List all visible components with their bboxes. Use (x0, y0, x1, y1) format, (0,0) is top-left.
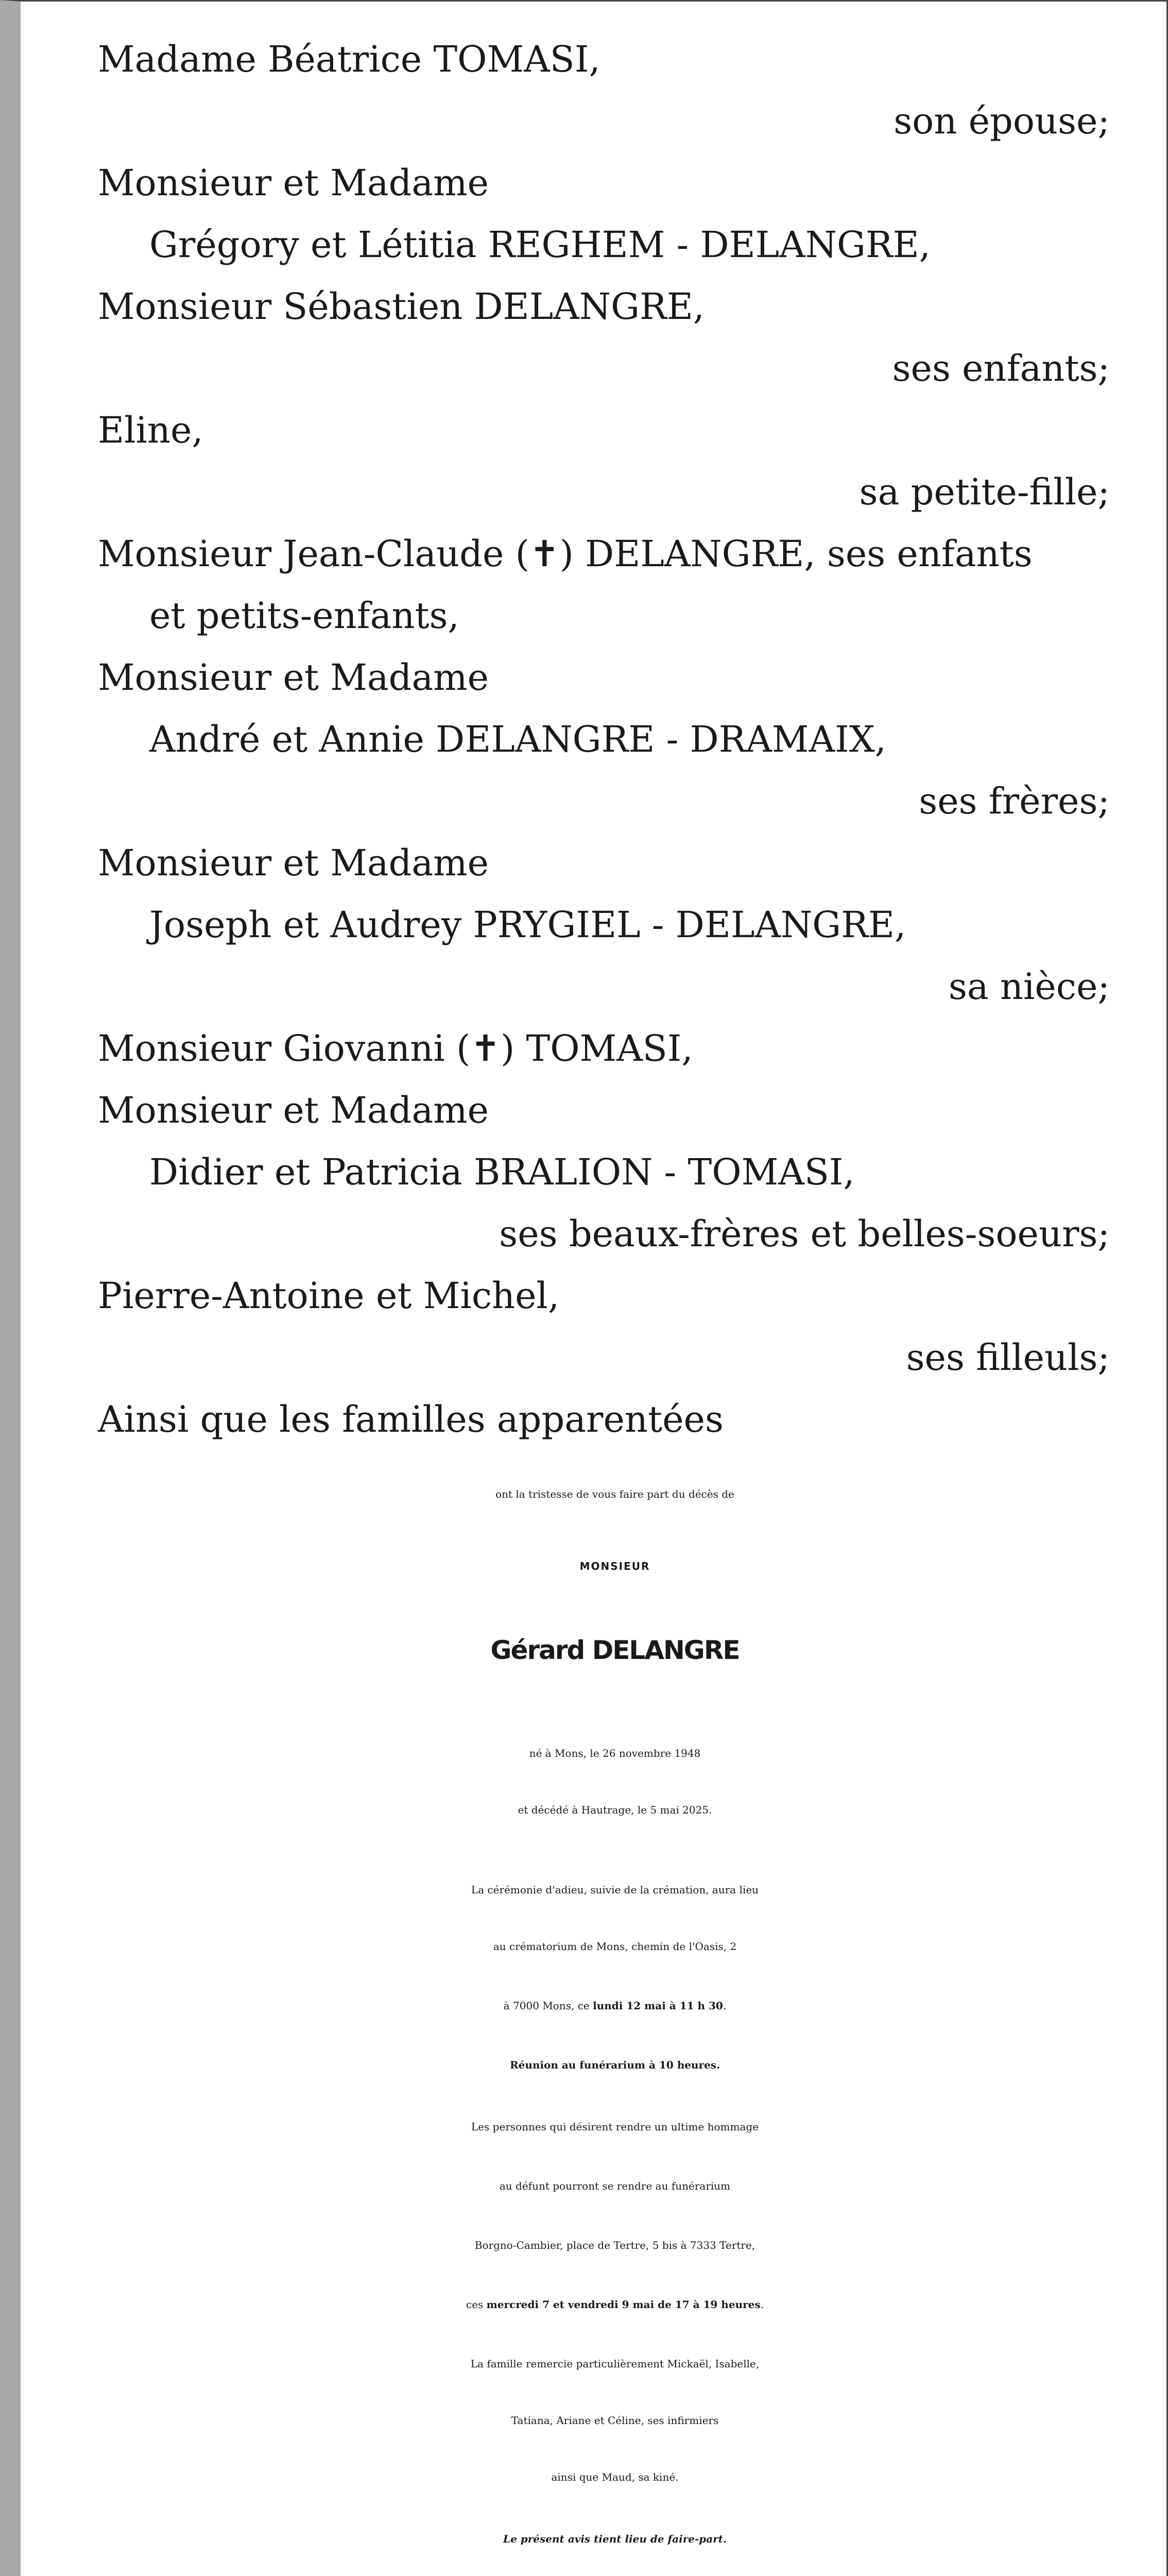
notice-line: Le présent avis tient lieu de faire-part. (503, 2533, 727, 2545)
ceremony-text: . (723, 1999, 727, 2012)
relation-label: ses filleuls; (906, 1336, 1110, 1379)
family-text: ) DELANGRE, ses enfants (559, 533, 1033, 575)
relation-label: ses enfants; (892, 347, 1110, 389)
family-line (98, 533, 1033, 574)
deceased-name: Gérard DELANGRE (490, 1635, 740, 1665)
ceremony-datetime: lundi 12 mai à 11 h 30 (593, 1999, 723, 2012)
ceremony-line: La cérémonie d'adieu, suivie de la crémation, aura lieu (471, 1884, 759, 1896)
visitation-text: . (760, 2298, 764, 2311)
reunion-line: Réunion au funérarium à 10 heures. (509, 2059, 720, 2071)
relation-label: son épouse; (894, 100, 1110, 142)
visitation-line: Les personnes qui désirent rendre un ultime hommage (471, 2121, 759, 2133)
family-line: Didier et Patricia BRALION - TOMASI, (149, 1151, 855, 1193)
cross-icon: ✝ (529, 533, 560, 575)
family-line: Monsieur Sébastien DELANGRE, (98, 285, 705, 328)
birth-line: né à Mons, le 26 novembre 1948 (529, 1747, 701, 1759)
relation-label: sa petite-fille; (859, 471, 1110, 513)
family-text: ) TOMASI, (500, 1027, 693, 1070)
family-text: Monsieur Giovanni ( (98, 1027, 471, 1070)
thanks-line: Tatiana, Ariane et Céline, ses infirmiers (511, 2414, 719, 2427)
visitation-line (41, 2284, 1168, 2325)
family-line: Eline, (98, 409, 203, 451)
family-line: Monsieur et Madame (98, 842, 489, 884)
ceremony-text: à 7000 Mons, ce (503, 1999, 593, 2012)
family-line (98, 1028, 693, 1069)
family-line: et petits-enfants, (149, 595, 459, 637)
visitation-datetime: mercredi 7 et vendredi 9 mai de 17 à 19 heures (486, 2298, 761, 2311)
deceased-title: MONSIEUR (579, 1560, 650, 1572)
visitation-text: ces (466, 2298, 487, 2311)
ceremony-line: au crématorium de Mons, chemin de l'Oasis, 2 (493, 1940, 737, 1953)
family-line: Madame Béatrice TOMASI, (98, 38, 600, 80)
visitation-line: Borgno-Cambier, place de Tertre, 5 bis à 7333 Tertre, (474, 2239, 755, 2251)
announcement: ont la tristesse de vous faire part du décès de (495, 1488, 734, 1500)
family-line: Monsieur et Madame (98, 1089, 489, 1131)
family-line: Monsieur et Madame (98, 656, 489, 699)
thanks-line: La famille remercie particulièrement Mickaël, Isabelle, (470, 2358, 760, 2370)
family-line: Joseph et Audrey PRYGIEL - DELANGRE, (149, 904, 906, 946)
death-line: et décédé à Hautrage, le 5 mai 2025. (518, 1804, 712, 1816)
relation-label: sa nièce; (948, 965, 1110, 1008)
relation-label: ses beaux-frères et belles-soeurs; (499, 1213, 1110, 1255)
family-line: Grégory et Létitia REGHEM - DELANGRE, (149, 224, 931, 266)
visitation-line: au défunt pourront se rendre au funérarium (499, 2180, 731, 2192)
family-line: Pierre-Antoine et Michel, (98, 1275, 560, 1317)
family-line: Monsieur et Madame (98, 162, 489, 204)
relation-label: ses frères; (919, 780, 1110, 822)
family-line: Ainsi que les familles apparentées (98, 1398, 724, 1440)
cross-icon: ✝ (470, 1027, 501, 1070)
family-text: Monsieur Jean-Claude ( (98, 533, 529, 575)
thanks-line: ainsi que Maud, sa kiné. (551, 2471, 679, 2483)
ceremony-line (41, 1985, 1168, 2026)
family-line: André et Annie DELANGRE - DRAMAIX, (149, 718, 886, 760)
